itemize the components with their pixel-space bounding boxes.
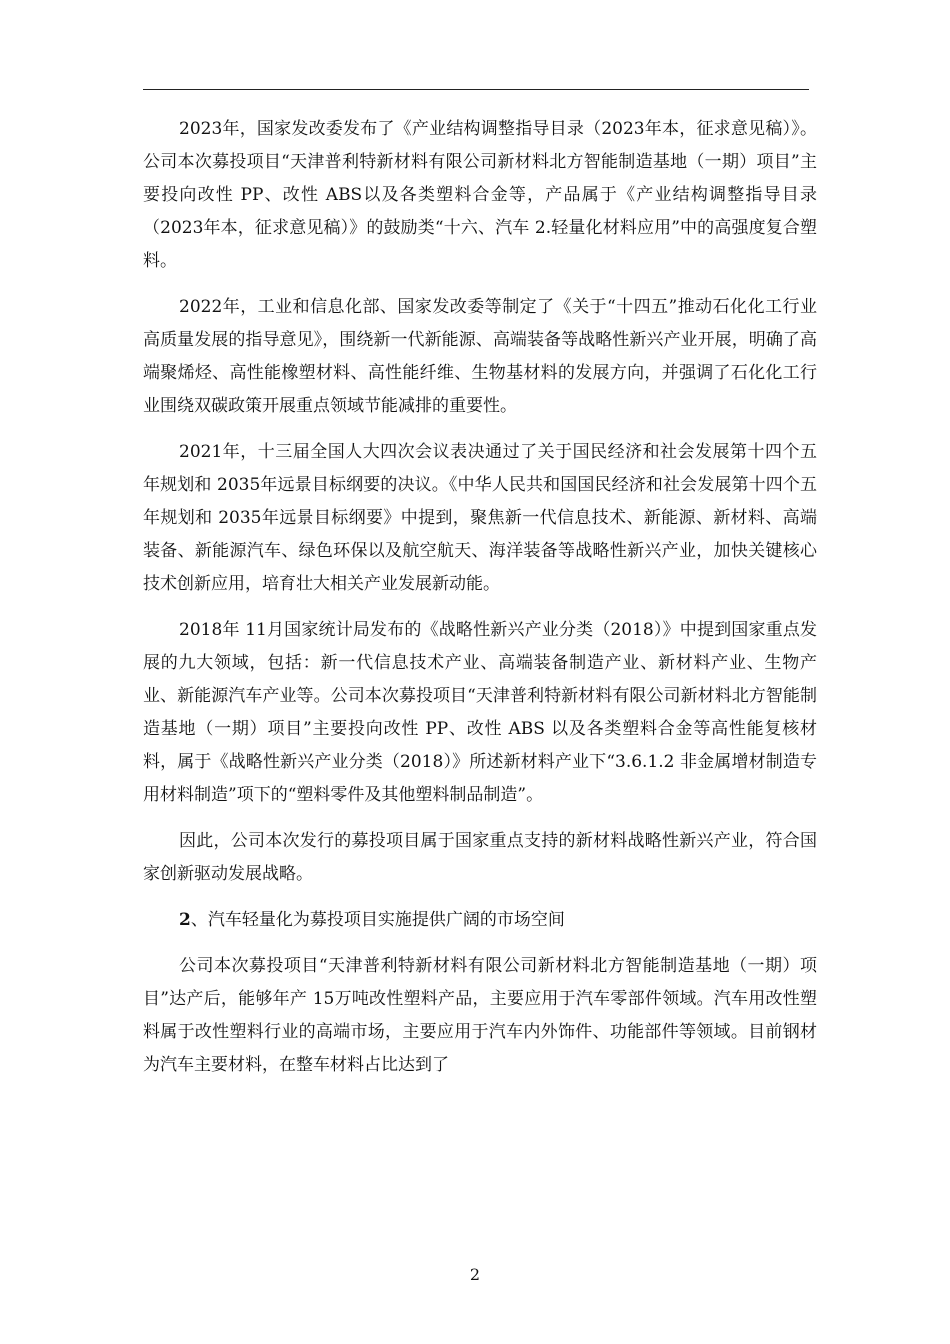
document-body — [143, 113, 817, 1095]
page-number: 2 — [469, 1265, 481, 1284]
section-heading-number: 2 — [179, 910, 191, 930]
paragraph-2018-policy: 2018年 11月国家统计局发布的《战略性新兴产业分类（2018）》中提到国家重点发展的九大领域，包括：新一代信息技术产业、高端装备制造产业、新材料产业、生物产业、新能源汽车产业等。公司本次募投项目“天津普利特新材料有限公司新材料北方智能制造基地（一期）项目”主要投向改性 PP、改性 ABS 以及各类塑料合金等高性能复核材料，属于《战略性新兴产业分类（2018）》所述新材料产业下“3.6.1.2 非金属增材制造专用材料制造”项下的“塑料零件及其他塑料制品制造”。 — [143, 620, 817, 805]
paragraph-2021-policy: 2021年，十三届全国人大四次会议表决通过了关于国民经济和社会发展第十四个五年规划和 2035年远景目标纲要的决议。《中华人民共和国国民经济和社会发展第十四个五年规划和 2035年远景目标纲要》中提到，聚焦新一代信息技术、新能源、新材料、高端装备、新能源汽车、绿色环保以及航空航天、海洋装备等战略性新兴产业，加快关键核心技术创新应用，培育壮大相关产业发展新动能。 — [143, 442, 817, 594]
section-heading — [143, 904, 817, 937]
section-heading-text: 、汽车轻量化为募投项目实施提供广阔的市场空间 — [190, 910, 565, 930]
paragraph-conclusion: 因此，公司本次发行的募投项目属于国家重点支持的新材料战略性新兴产业，符合国家创新驱动发展战略。 — [143, 831, 817, 884]
header-divider — [143, 89, 809, 90]
paragraph-2022-policy: 2022年，工业和信息化部、国家发改委等制定了《关于“十四五”推动石化化工行业高质量发展的指导意见》，围绕新一代新能源、高端装备等战略性新兴产业开展，明确了高端聚烯烃、高性能橡塑材料、高性能纤维、生物基材料的发展方向，并强调了石化化工行业围绕双碳政策开展重点领域节能减排的重要性。 — [143, 297, 817, 416]
paragraph-market-space: 公司本次募投项目“天津普利特新材料有限公司新材料北方智能制造基地（一期）项目”达产后，能够年产 15万吨改性塑料产品，主要应用于汽车零部件领域。汽车用改性塑料属于改性塑料行业的高端市场，主要应用于汽车内外饰件、功能部件等领域。目前钢材为汽车主要材料，在整车材料占比达到了 — [143, 956, 817, 1075]
paragraph-2023-policy: 2023年，国家发改委发布了《产业结构调整指导目录（2023年本，征求意见稿）》。公司本次募投项目“天津普利特新材料有限公司新材料北方智能制造基地（一期）项目”主要投向改性 PP、改性 ABS以及各类塑料合金等，产品属于《产业结构调整指导目录（2023年本，征求意见稿）》的鼓励类“十六、汽车 2.轻量化材料应用”中的高强度复合塑料。 — [143, 119, 817, 271]
